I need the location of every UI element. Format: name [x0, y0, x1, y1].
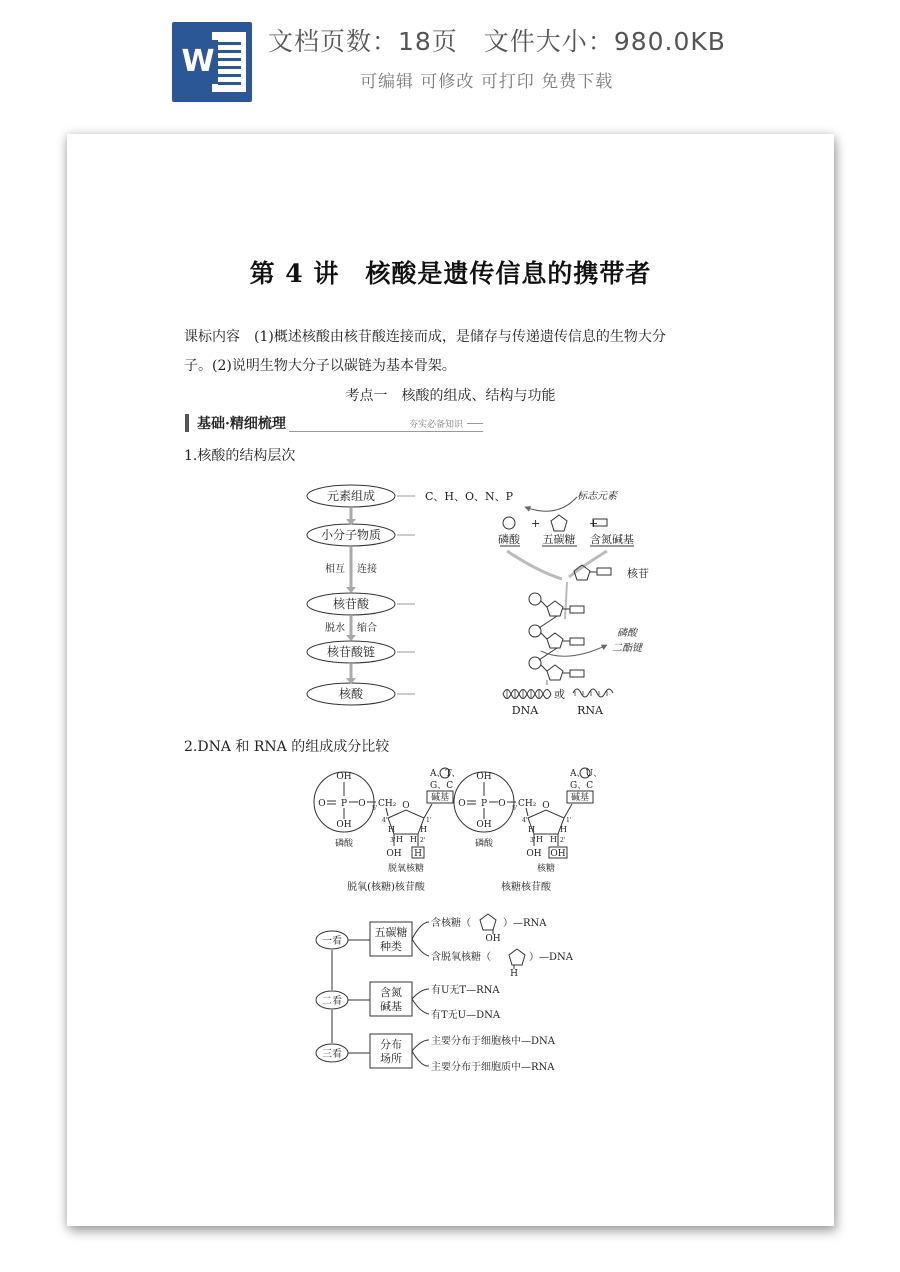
right-phosphate-label: 磷酸 — [474, 839, 494, 849]
left-p: P — [340, 799, 348, 809]
left-oh3: OH — [386, 849, 402, 859]
left-sugar-label: 脱氧核糖 — [387, 864, 425, 874]
file-info-subtitle: 可编辑 可修改 可打印 免费下载 — [360, 72, 614, 92]
branch-1b-sub: H — [510, 969, 518, 979]
plus-sign-1: + — [531, 517, 541, 530]
item-2-heading: 2.DNA 和 RNA 的组成成分比较 — [184, 739, 390, 755]
base-label: 含氮碱基 — [590, 533, 634, 546]
left-caption: 脱氧(核糖)核苷酸 — [347, 882, 425, 893]
left-oh-top: OH — [336, 772, 352, 782]
right-h2: H — [560, 825, 567, 834]
right-ring-o: O — [542, 801, 550, 811]
right-2-substituent: OH — [550, 849, 566, 859]
left-c3: 3' — [390, 837, 396, 844]
deoxyribonucleotide-structure — [314, 768, 461, 893]
left-h3: H — [396, 835, 403, 844]
right-h1: H — [528, 825, 535, 834]
left-ch2: CH₂ — [378, 799, 397, 809]
branch-2b-text: 有T无U—DNA — [431, 1010, 501, 1021]
lecture-title: 第 4 讲 核酸是遗传信息的携带者 — [249, 259, 652, 288]
section-banner — [185, 413, 483, 433]
box-2-line-2: 碱基 — [380, 1000, 402, 1013]
rna-label: RNA — [577, 704, 603, 717]
level-element-label: 元素组成 — [326, 489, 376, 503]
connect-label-3: 脱水 — [325, 623, 345, 634]
left-oh-bottom: OH — [336, 820, 352, 830]
right-oh-top: OH — [476, 772, 492, 782]
nucleotide-structure-diagram — [312, 764, 612, 896]
right-ch2: CH₂ — [518, 799, 537, 809]
left-h4: H — [410, 835, 417, 844]
box-2-line-1: 含氮 — [380, 986, 402, 999]
level-nucleotide-chain-label: 核苷酸链 — [326, 645, 376, 659]
level-small-molecule-label: 小分子物质 — [320, 528, 382, 542]
look-3-label: 三看 — [322, 1049, 342, 1060]
left-base-label: 碱基 — [430, 793, 450, 803]
nucleoside-label: 核苷 — [627, 567, 649, 580]
box-1-line-1: 五碳糖 — [374, 926, 408, 939]
left-ring-o: O — [402, 801, 410, 811]
box-3-line-1: 分布 — [380, 1038, 402, 1051]
branch-3a-text: 主要分布于细胞核中—DNA — [431, 1036, 555, 1047]
dna-label: DNA — [511, 704, 539, 717]
right-bases-2: G、C — [570, 781, 594, 791]
right-caption: 核糖核苷酸 — [501, 882, 551, 893]
dna-rna-comparison-diagram — [315, 906, 595, 1076]
branch-1a-text: 含核糖（ — [431, 918, 471, 929]
branch-1a-end: ）—RNA — [503, 918, 547, 929]
right-base-label: 碱基 — [570, 793, 590, 803]
standard-text-line-1: 课标内容 (1)概述核酸由核苷酸连接而成，是储存与传递遗传信息的生物大分 — [184, 329, 666, 345]
plus-sign-2: + — [589, 517, 599, 530]
right-o-eq: O — [458, 799, 466, 809]
right-p: P — [480, 799, 488, 809]
left-bases-2: G、C — [430, 781, 454, 791]
left-o-eq: O — [318, 799, 326, 809]
branch-3b-text: 主要分布于细胞质中—RNA — [431, 1062, 555, 1073]
bond-note-line-2: 二酯键 — [612, 643, 642, 654]
right-c5: 5' — [512, 805, 518, 812]
right-bases-1: A、U、 — [570, 769, 603, 779]
look-2-label: 二看 — [322, 996, 342, 1007]
right-o-link: O — [498, 799, 506, 809]
level-nucleotide-label: 核苷酸 — [332, 597, 370, 611]
right-oh3: OH — [526, 849, 542, 859]
section-title: 考点一 核酸的组成、结构与功能 — [345, 388, 556, 404]
word-document-icon — [172, 22, 252, 102]
marker-element-note: 标志元素 — [577, 491, 617, 502]
left-phosphate-label: 磷酸 — [334, 839, 354, 849]
branch-2a-text: 有U无T—RNA — [431, 985, 500, 996]
level-nucleic-acid-label: 核酸 — [338, 687, 364, 701]
document-page — [67, 134, 834, 1226]
right-sugar-label: 核糖 — [536, 864, 556, 874]
branch-1a-sub: OH — [485, 934, 501, 944]
left-c4: 4' — [382, 817, 388, 824]
right-c3: 3' — [530, 837, 536, 844]
right-oh-bottom: OH — [476, 820, 492, 830]
phosphate-label: 磷酸 — [498, 533, 520, 546]
or-text: 或 — [554, 688, 565, 701]
download-header — [0, 0, 900, 130]
left-c5: 5' — [372, 805, 378, 812]
left-o-link: O — [358, 799, 366, 809]
right-h3: H — [536, 835, 543, 844]
nucleic-acid-hierarchy-diagram — [307, 479, 649, 719]
right-h4: H — [550, 835, 557, 844]
item-1-heading: 1.核酸的结构层次 — [184, 448, 296, 464]
word-icon-letter: W — [178, 40, 218, 84]
left-h1: H — [388, 825, 395, 834]
branch-1b-end: ）—DNA — [529, 952, 573, 963]
left-c2: 2' — [420, 837, 426, 844]
right-c4: 4' — [522, 817, 528, 824]
file-info-title: 文档页数：18页 文件大小：980.0KB — [268, 27, 726, 56]
right-c2: 2' — [560, 837, 566, 844]
branch-1b-text: 含脱氧核糖（ — [431, 952, 491, 963]
ribonucleotide-structure — [454, 768, 602, 893]
box-1-line-2: 种类 — [380, 940, 402, 953]
box-3-line-2: 场所 — [380, 1052, 402, 1065]
left-h2: H — [420, 825, 427, 834]
elements-text: C、H、O、N、P — [425, 490, 514, 503]
banner-label: 基础·精细梳理 — [197, 416, 286, 432]
bond-note-line-1: 磷酸 — [617, 628, 637, 639]
look-1-label: 一看 — [322, 936, 342, 947]
pentose-label: 五碳糖 — [542, 533, 576, 546]
banner-right-text: 夯实必备知识 — [408, 420, 463, 430]
standard-text-line-2: 子。(2)说明生物大分子以碳链为基本骨架。 — [184, 358, 456, 374]
connect-label-4: 缩合 — [357, 623, 377, 634]
connect-label-1: 相互 — [325, 564, 345, 575]
left-bases-1: A、T、 — [430, 769, 461, 779]
left-2-substituent: H — [414, 849, 422, 859]
right-c1: 1' — [566, 817, 572, 824]
left-c1: 1' — [426, 817, 432, 824]
connect-label-2: 连接 — [357, 564, 377, 575]
